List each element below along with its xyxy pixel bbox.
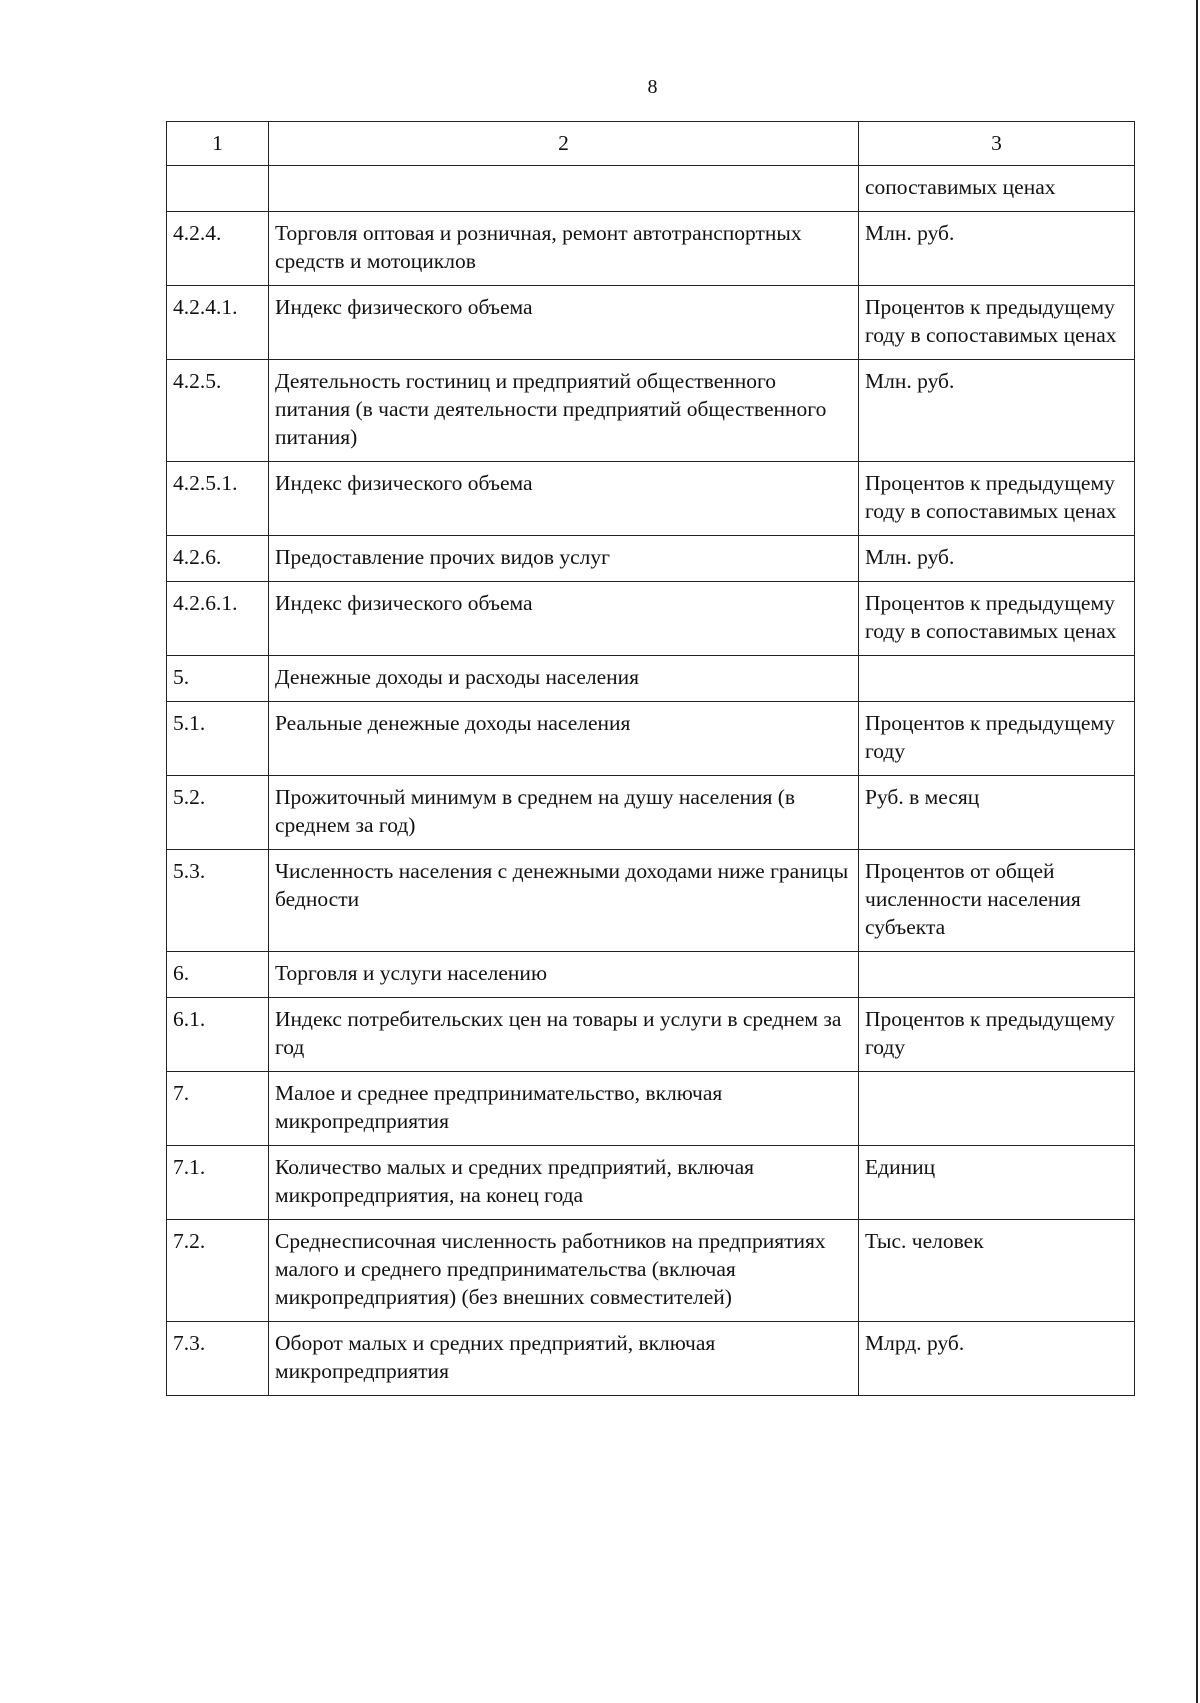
table-header-row [167,122,1135,166]
scan-edge-line [1196,0,1198,1703]
table-row [167,1146,1135,1220]
row-title: Предоставление прочих видов услуг [269,536,859,582]
table-row [167,212,1135,286]
header-col-1: 1 [167,122,269,166]
row-title: Среднесписочная численность работников на предприятиях малого и среднего предпринимательства (включая микропредприятия) (без внешних совместителей) [269,1220,859,1322]
row-unit [859,656,1135,702]
row-title: Денежные доходы и расходы населения [269,656,859,702]
row-unit: Млн. руб. [859,360,1135,462]
row-number: 6.1. [167,998,269,1072]
table-row [167,702,1135,776]
row-title: Деятельность гостиниц и предприятий общественного питания (в части деятельности предприятий общественного питания) [269,360,859,462]
row-number: 7.1. [167,1146,269,1220]
row-unit: Процентов к предыдущему году [859,998,1135,1072]
row-unit: Процентов от общей численности населения субъекта [859,850,1135,952]
row-title: Реальные денежные доходы населения [269,702,859,776]
row-unit: Млн. руб. [859,212,1135,286]
row-number: 7.3. [167,1322,269,1396]
row-title: Торговля и услуги населению [269,952,859,998]
indicators-table [166,121,1135,1396]
row-title: Индекс физического объема [269,462,859,536]
row-unit: Единиц [859,1146,1135,1220]
row-number: 4.2.6. [167,536,269,582]
table-row [167,286,1135,360]
table-row [167,998,1135,1072]
row-unit: сопоставимых ценах [859,166,1135,212]
row-unit: Процентов к предыдущему году в сопоставимых ценах [859,286,1135,360]
table-row [167,656,1135,702]
row-number [167,166,269,212]
table-row [167,1072,1135,1146]
header-col-3: 3 [859,122,1135,166]
table-row [167,582,1135,656]
row-title: Индекс физического объема [269,286,859,360]
row-number: 5.2. [167,776,269,850]
row-title: Торговля оптовая и розничная, ремонт автотранспортных средств и мотоциклов [269,212,859,286]
table-row [167,1322,1135,1396]
table-row [167,462,1135,536]
row-unit: Руб. в месяц [859,776,1135,850]
row-unit: Процентов к предыдущему году в сопоставимых ценах [859,462,1135,536]
row-unit: Процентов к предыдущему году в сопоставимых ценах [859,582,1135,656]
page-number: 8 [647,76,658,98]
row-title: Индекс потребительских цен на товары и услуги в среднем за год [269,998,859,1072]
row-title: Индекс физического объема [269,582,859,656]
table-row [167,536,1135,582]
row-unit: Млрд. руб. [859,1322,1135,1396]
row-title [269,166,859,212]
table-row [167,360,1135,462]
row-number: 4.2.6.1. [167,582,269,656]
row-title: Оборот малых и средних предприятий, включая микропредприятия [269,1322,859,1396]
row-title: Прожиточный минимум в среднем на душу населения (в среднем за год) [269,776,859,850]
row-number: 5.3. [167,850,269,952]
row-number: 6. [167,952,269,998]
row-title: Численность населения с денежными доходами ниже границы бедности [269,850,859,952]
row-number: 4.2.5. [167,360,269,462]
row-number: 4.2.5.1. [167,462,269,536]
row-unit: Тыс. человек [859,1220,1135,1322]
table-row [167,1220,1135,1322]
row-number: 7.2. [167,1220,269,1322]
row-unit: Процентов к предыдущему году [859,702,1135,776]
row-title: Количество малых и средних предприятий, включая микропредприятия, на конец года [269,1146,859,1220]
row-number: 4.2.4. [167,212,269,286]
table-row [167,850,1135,952]
row-unit [859,1072,1135,1146]
row-number: 4.2.4.1. [167,286,269,360]
header-col-2: 2 [269,122,859,166]
row-number: 7. [167,1072,269,1146]
table-row [167,776,1135,850]
table-row [167,166,1135,212]
row-unit [859,952,1135,998]
row-number: 5. [167,656,269,702]
row-number: 5.1. [167,702,269,776]
table-row [167,952,1135,998]
row-title: Малое и среднее предпринимательство, включая микропредприятия [269,1072,859,1146]
row-unit: Млн. руб. [859,536,1135,582]
